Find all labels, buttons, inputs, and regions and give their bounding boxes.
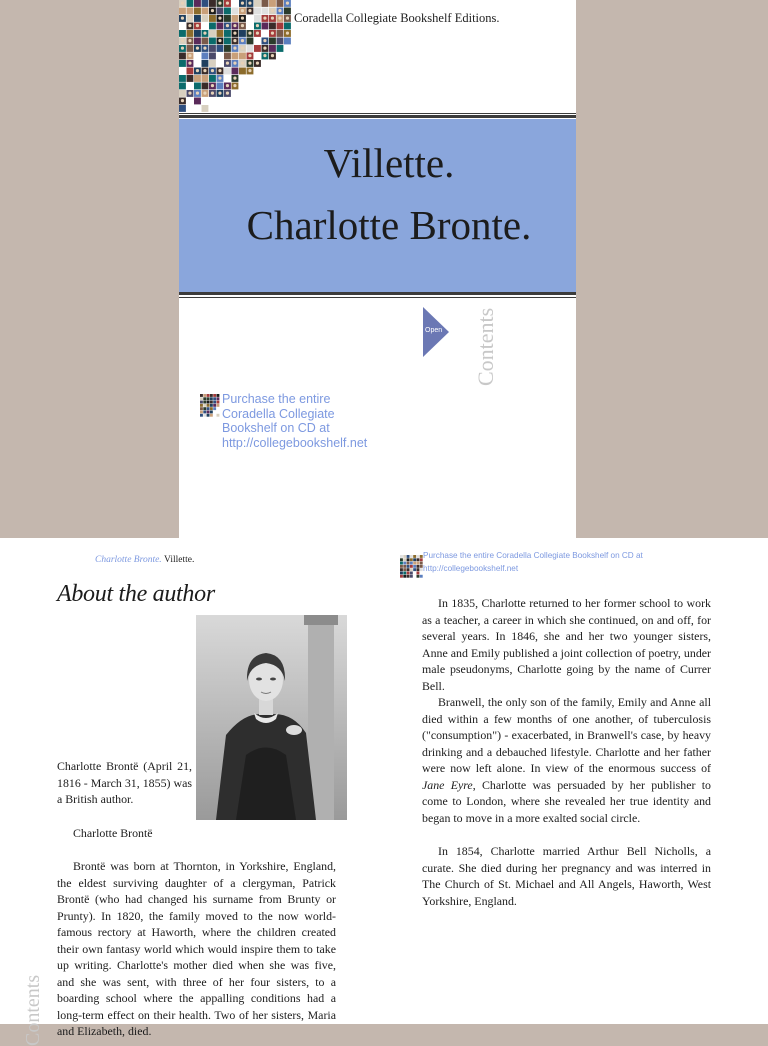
author-portrait-mosaic — [179, 0, 294, 113]
paragraph-branwell-text-end: , Charlotte was persuaded by her publisher to come to London, where she revealed her true identity and began to move in a more exalted social circle. — [422, 777, 711, 825]
contents-link[interactable]: Contents — [473, 307, 498, 386]
cover-page — [179, 0, 576, 538]
top-rule-thick — [179, 115, 576, 118]
cd-thumbnail-icon — [400, 555, 420, 577]
author-portrait-image — [196, 615, 347, 820]
series-title: Coradella Collegiate Bookshelf Editions. — [294, 11, 500, 25]
purchase-cd-link[interactable]: Purchase the entire Coradella Collegiate Bookshelf on CD at http://collegebookshelf.net — [222, 392, 368, 450]
running-head-author[interactable]: Charlotte Bronte. — [95, 555, 162, 565]
book-author: Charlotte Bronte. — [246, 202, 532, 248]
running-head — [95, 555, 194, 565]
book-spread — [0, 538, 768, 1046]
paragraph-1854: In 1854, Charlotte married Arthur Bell Nicholls, a curate. She died during her pregnancy and was interred in The Church of St. Michael and All Angels, Haworth, West Yorkshire, England. — [422, 844, 711, 908]
bottom-rule — [179, 297, 576, 298]
open-button-label[interactable]: Open — [425, 327, 443, 334]
author-name-paragraph: Charlotte Brontë — [73, 826, 153, 840]
paragraph-branwell — [422, 694, 711, 826]
book-title: Villette. — [323, 140, 455, 186]
purchase-cd-link[interactable]: Purchase the entire Coradella Collegiate Bookshelf on CD at http://collegebookshelf.net — [423, 551, 643, 573]
paragraph-branwell-text-start: Branwell, the only son of the family, Emily and Anne all died within a few months of one another, of tuberculosis ("consumption") - exacerbated, in Branwell's case, by heavy drinking and a debauched lifestyle. Charlotte and her father were now left alone. In view of the enormous success of — [422, 695, 711, 775]
bottom-rule-thick — [179, 292, 576, 295]
jane-eyre-title: Jane Eyre — [422, 777, 473, 792]
about-author-heading: About the author — [57, 581, 215, 607]
top-rule — [179, 113, 576, 114]
contents-side-link[interactable]: Contents — [22, 974, 44, 1046]
biography-paragraph: Brontë was born at Thornton, in Yorkshire, England, the eldest surviving daughter of a clergyman, Patrick Brontë (who had changed his surname from Brunty or Prunty). In 1820, the family moved to the now world-famous rectory at Haworth, where the children created their own fantasy world which would inspire them to take up writing. Charlotte's mother died when she was five, and she was sent, with three of her four sisters, to a boarding school where the appalling conditions had a long-term effect on their health. Two of her sisters, Maria and Elizabeth, died. — [57, 859, 336, 1038]
intro-paragraph: Charlotte Brontë (April 21, 1816 - March 31, 1855) was a British author. — [57, 759, 192, 806]
running-head-title: Villette. — [164, 555, 195, 565]
paragraph-1835: In 1835, Charlotte returned to her former school to work as a teacher, a career in which she continued, on and off, for several years. In 1846, she and her two younger sisters, Anne and Emily published a joint collection of poetry, under male pseudonyms, Charlotte going by the name of Currer Bell. — [422, 596, 711, 693]
cd-thumbnail-icon — [200, 394, 219, 414]
